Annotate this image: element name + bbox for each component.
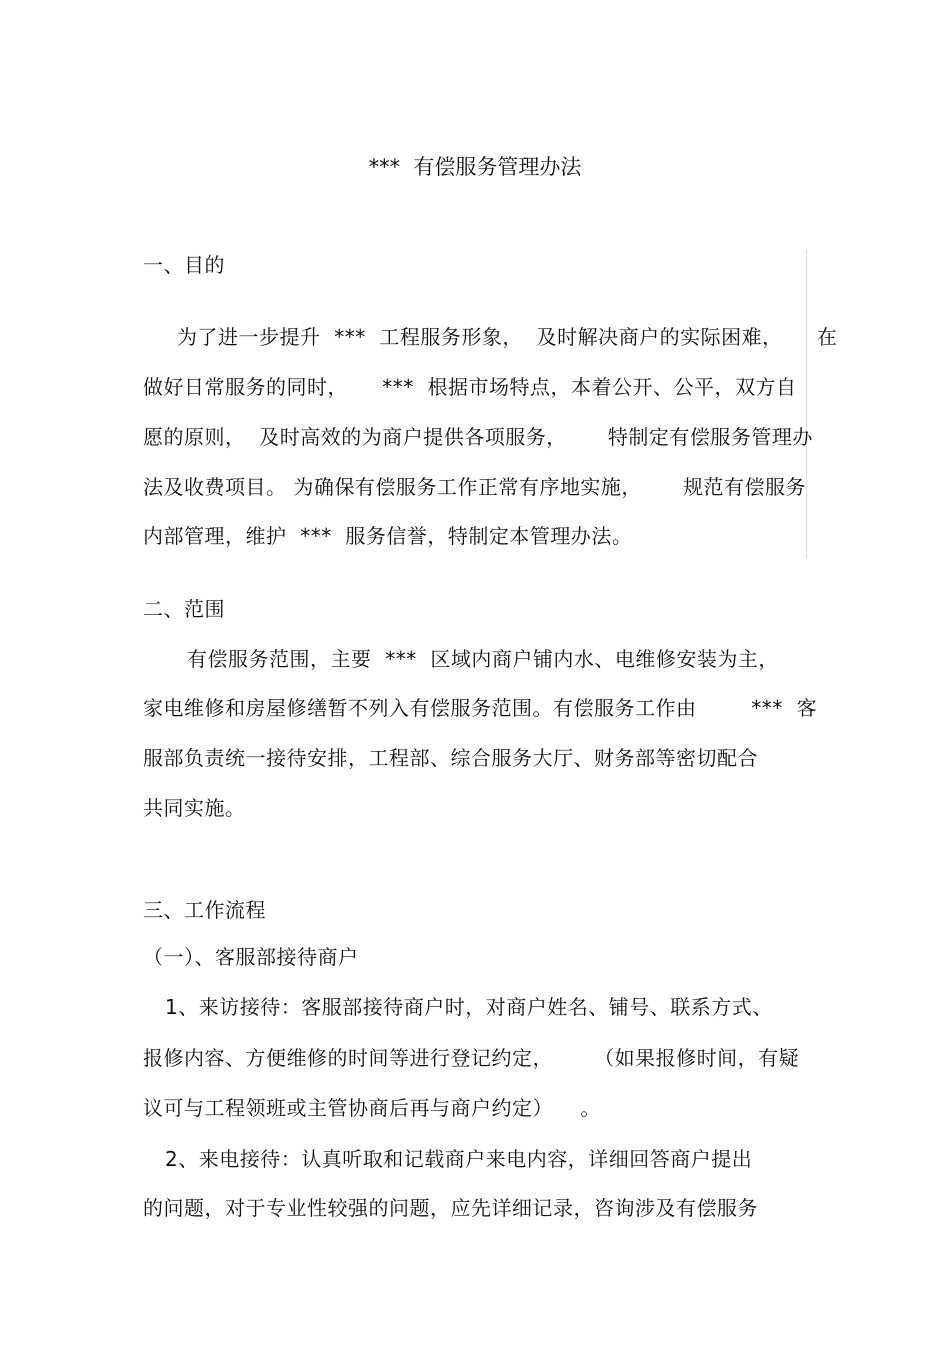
section-heading-workflow: 三、工作流程 [143, 898, 266, 922]
section-heading-purpose: 一、目的 [143, 253, 225, 277]
workflow-line: 2、来电接待：认真听取和记载商户来电内容，详细回答商户提出 [165, 1147, 753, 1171]
scope-line: 有偿服务范围，主要 *** 区域内商户铺内水、电维修安装为主， [187, 647, 779, 671]
purpose-line: 愿的原则， 及时高效的为商户提供各项服务， 特制定有偿服务管理办 [143, 425, 813, 449]
scope-line: 服部负责统一接待安排，工程部、综合服务大厅、财务部等密切配合 [143, 746, 758, 770]
scope-line: 共同实施。 [143, 796, 246, 820]
workflow-subheading: （一）、客服部接待商户 [143, 945, 359, 969]
scope-line: 家电维修和房屋修缮暂不列入有偿服务范围。有偿服务工作由 *** 客 [143, 696, 818, 720]
frame-border [806, 250, 807, 558]
workflow-line: 1、来访接待：客服部接待商户时，对商户姓名、铺号、联系方式、 [165, 995, 773, 1019]
document-title: *** 有偿服务管理办法 [368, 155, 582, 179]
workflow-line: 报修内容、方便维修的时间等进行登记约定， （如果报修时间，有疑 [143, 1046, 800, 1070]
purpose-line: 为了进一步提升 *** 工程服务形象， 及时解决商户的实际困难， 在 [177, 325, 838, 349]
workflow-line: 的问题，对于专业性较强的问题，应先详细记录，咨询涉及有偿服务 [143, 1196, 758, 1220]
purpose-line: 做好日常服务的同时， *** 根据市场特点，本着公开、公平，双方自 [143, 375, 797, 399]
purpose-line: 法及收费项目。 为确保有偿服务工作正常有序地实施， 规范有偿服务 [143, 475, 807, 499]
section-heading-scope: 二、范围 [143, 597, 225, 621]
workflow-line: 议可与工程领班或主管协商后再与商户约定） 。 [143, 1096, 601, 1120]
purpose-line: 内部管理，维护 *** 服务信誉，特制定本管理办法。 [143, 524, 633, 548]
